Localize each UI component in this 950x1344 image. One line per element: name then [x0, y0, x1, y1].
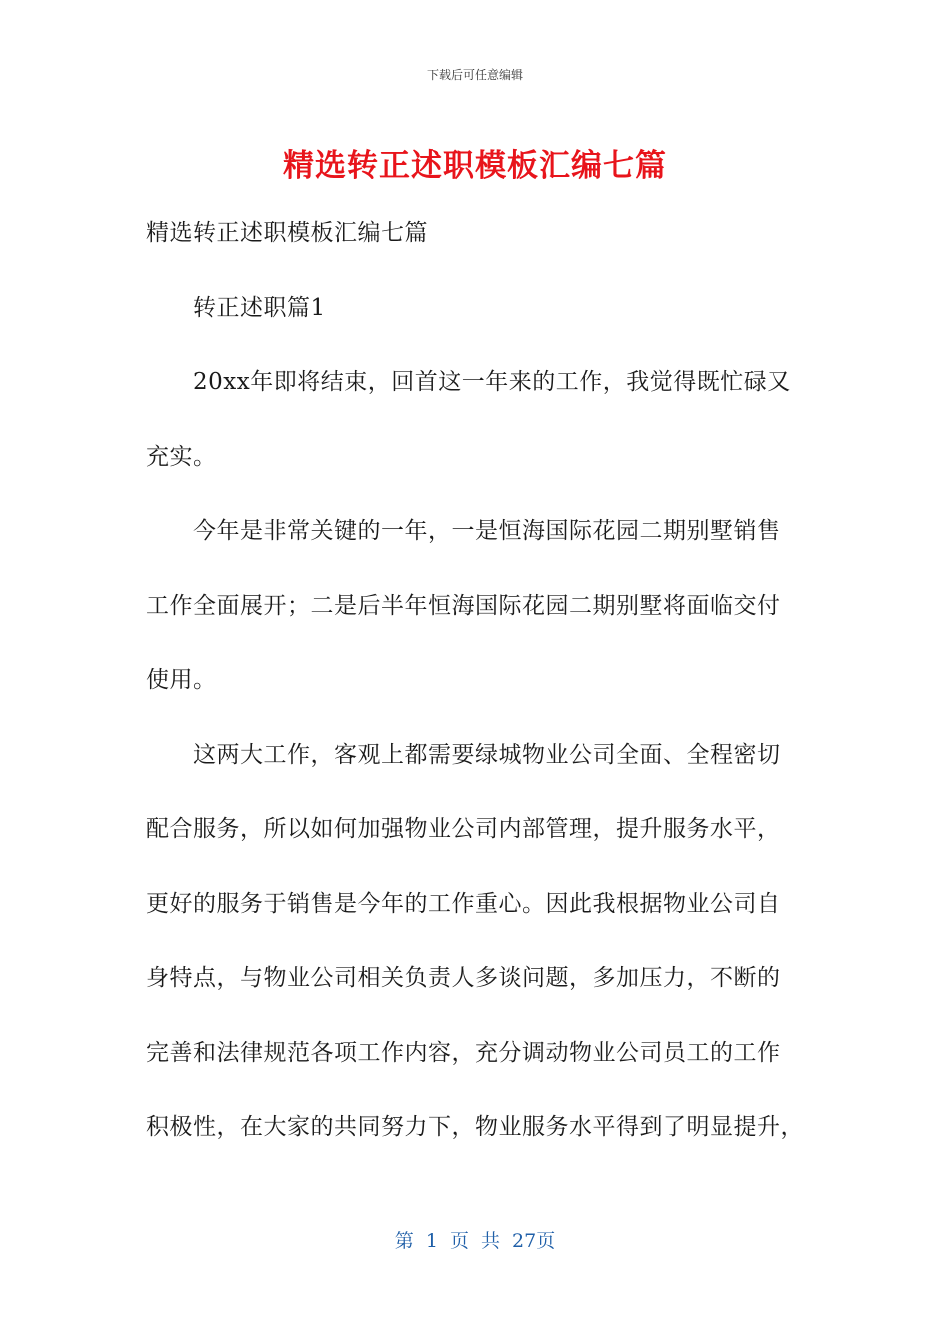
paragraph-line: 身特点，与物业公司相关负责人多谈问题，多加压力，不断的 [146, 965, 781, 991]
paragraph-line: 工作全面展开；二是后半年恒海国际花园二期别墅将面临交付 [146, 592, 781, 619]
paragraph-line: 20xx年即将结束，回首这一年来的工作，我觉得既忙碌又 [193, 369, 791, 395]
paragraph-line: 这两大工作，客观上都需要绿城物业公司全面、全程密切 [193, 741, 781, 768]
page-number: 第 1 页 共 27页 [394, 1230, 556, 1252]
paragraph-line: 今年是非常关键的一年，一是恒海国际花园二期别墅销售 [193, 518, 781, 544]
paragraph-line: 完善和法律规范各项工作内容，充分调动物业公司员工的工作 [146, 1039, 781, 1066]
header-note: 下载后可任意编辑 [426, 68, 523, 82]
document-body [146, 196, 806, 1165]
document-title: 精选转正述职模板汇编七篇 [283, 148, 667, 184]
paragraph-line: 使用。 [146, 667, 217, 693]
paragraph-line: 配合服务，所以如何加强物业公司内部管理，提升服务水平， [146, 816, 781, 842]
body-subtitle: 精选转正述职模板汇编七篇 [146, 220, 428, 246]
paragraph-line: 充实。 [146, 443, 217, 470]
paragraph-line: 更好的服务于销售是今年的工作重心。因此我根据物业公司自 [146, 890, 781, 917]
section-heading: 转正述职篇1 [193, 294, 326, 321]
paragraph-line: 积极性，在大家的共同努力下，物业服务水平得到了明显提升， [146, 1114, 804, 1140]
